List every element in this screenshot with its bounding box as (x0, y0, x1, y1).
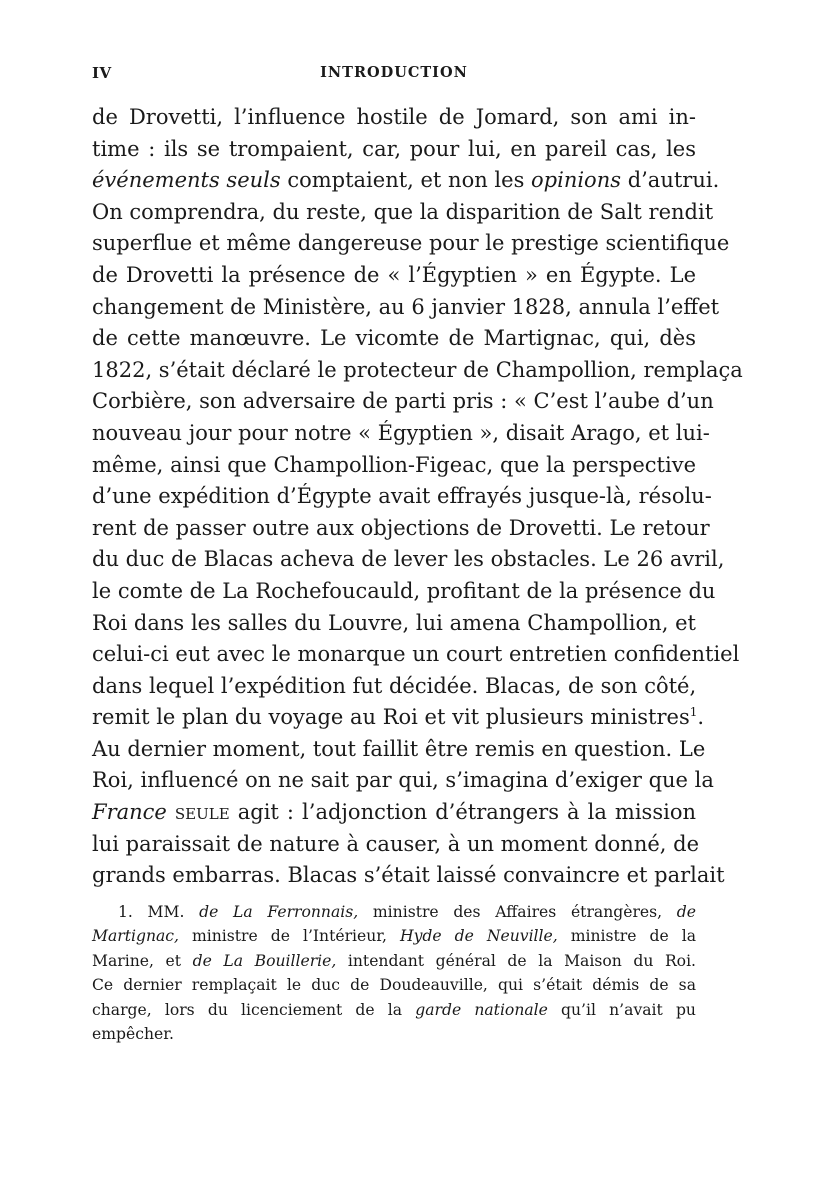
text-line (92, 671, 696, 703)
text-run: Au dernier moment, tout faillit être remis en question. Le (92, 736, 706, 761)
text-run: Marine, et (92, 951, 193, 970)
text-run: superflue et même dangereuse pour le prestige scientifique (92, 231, 730, 256)
text-run: Roi, influencé on ne sait par qui, s’imagina d’exiger que la (92, 768, 714, 793)
footnote-line (92, 949, 696, 973)
text-run: d’une expédition d’Égypte avait effrayés jusque-là, résolu- (92, 484, 712, 509)
text-run: remit le plan du voyage au Roi et vit plusieurs ministres (92, 705, 690, 730)
text-run: Roi dans les salles du Louvre, lui amena Champollion, et (92, 610, 696, 635)
text-line (92, 860, 725, 892)
text-line (92, 102, 696, 134)
main-text (92, 102, 743, 892)
text-line (92, 481, 712, 513)
text-line (92, 608, 696, 640)
text-line (92, 260, 696, 292)
text-run: Corbière, son adversaire de parti pris : « C’est l’aube d’un (92, 389, 714, 414)
text-run: le comte de La Rochefoucauld, profitant de la présence du (92, 578, 716, 603)
text-run: celui-ci eut avec le monarque un court entretien confidentiel (92, 642, 740, 667)
text-run (167, 800, 175, 824)
text-run: changement de Ministère, au 6 janvier 1828, annula l’effet (92, 294, 720, 319)
text-line (92, 734, 706, 766)
running-title: INTRODUCTION (320, 64, 468, 81)
text-line (92, 292, 720, 324)
text-run: rent de passer outre aux objections de Drovetti. Le retour (92, 515, 710, 540)
text-run: d’autrui. (621, 168, 720, 193)
italic-text: de La Ferronnais, (199, 903, 359, 921)
text-run: lui paraissait de nature à causer, à un moment donné, de (92, 831, 700, 856)
text-run: ministre de l’Intérieur, (178, 927, 401, 946)
footnote-line (92, 998, 696, 1022)
italic-text: de (676, 903, 696, 921)
text-line (92, 450, 696, 482)
text-line (92, 513, 710, 545)
text-run: de Drovetti la présence de « l’Égyptien » en Égypte. Le (92, 262, 696, 287)
italic-text: événements seuls (92, 168, 281, 193)
text-run: qu’il n’avait pu (547, 1000, 696, 1019)
italic-text: Hyde de Neuville, (400, 927, 558, 946)
text-run: charge, lors du licenciement de la (92, 1000, 416, 1019)
text-line (92, 323, 696, 355)
footnote-line (92, 973, 696, 997)
text-run: 1. MM. (118, 903, 200, 921)
small-caps-text: seule (174, 800, 230, 825)
text-line (92, 702, 705, 734)
text-line (92, 165, 720, 197)
text-line (92, 134, 696, 166)
text-run: intendant général de la Maison du Roi. (336, 951, 697, 970)
text-run: dans lequel l’expédition fut décidée. Blacas, de son côté, (92, 673, 697, 698)
text-run: time : ils se trompaient, car, pour lui, en pareil cas, les (92, 136, 696, 161)
text-run: On comprendra, du reste, que la disparition de Salt rendit (92, 199, 714, 224)
text-line (92, 797, 696, 829)
footnote-line (92, 900, 696, 924)
text-line (92, 386, 714, 418)
italic-text: garde nationale (415, 1000, 548, 1019)
text-run: Ce dernier remplaçait le duc de Doudeauville, qui s’était démis de sa (92, 976, 696, 995)
text-run: de Drovetti, l’influence hostile de Jomard, son ami in- (92, 105, 696, 129)
footnote-line (92, 1022, 696, 1046)
italic-text: France (92, 800, 167, 825)
text-run: agit : l’adjonction d’étrangers à la mission (229, 800, 696, 825)
text-run: 1822, s’était déclaré le protecteur de Champollion, remplaça (92, 357, 743, 382)
text-run: même, ainsi que Champollion-Figeac, que la perspective (92, 452, 696, 477)
text-run: ministre de la (557, 927, 696, 946)
italic-text: Martignac, (92, 927, 179, 946)
text-run: de cette manœuvre. Le vicomte de Martignac, qui, dès (92, 326, 696, 351)
text-line (92, 228, 730, 260)
text-line (92, 544, 725, 576)
page-header (92, 64, 696, 88)
footnote-marker: 1 (689, 705, 698, 720)
text-run: ministre des Affaires étrangères, (358, 903, 677, 921)
text-line (92, 355, 743, 387)
italic-text: opinions (531, 168, 622, 193)
text-run: grands embarras. Blacas s’était laissé convaincre et parlait (92, 863, 725, 888)
italic-text: de La Bouillerie, (192, 951, 337, 970)
text-line (92, 418, 710, 450)
text-line (92, 829, 700, 861)
text-run: empêcher. (92, 1024, 174, 1043)
footnotes (92, 900, 696, 1046)
text-line (92, 197, 714, 229)
text-line (92, 765, 714, 797)
text-run: du duc de Blacas acheva de lever les obstacles. Le 26 avril, (92, 547, 725, 572)
text-run: . (697, 705, 705, 730)
text-run: nouveau jour pour notre « Égyptien », disait Arago, et lui- (92, 420, 710, 445)
page-number: IV (92, 64, 112, 82)
footnote-line (92, 924, 696, 948)
text-run: comptaient, et non les (280, 168, 532, 193)
text-line (92, 639, 740, 671)
text-line (92, 576, 716, 608)
